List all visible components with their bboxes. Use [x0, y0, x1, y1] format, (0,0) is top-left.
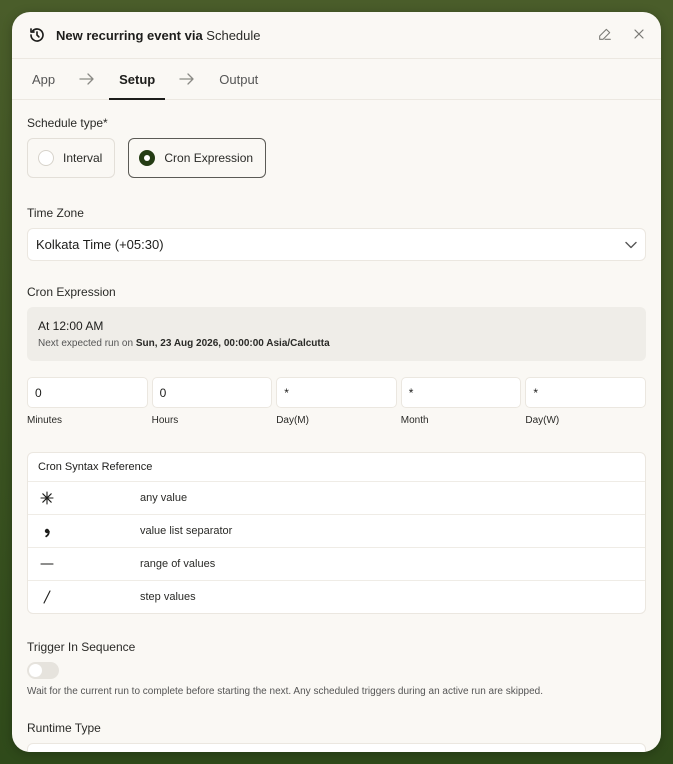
cron-field-month — [401, 377, 522, 426]
reference-row-text: value list separator — [140, 525, 233, 537]
radio-cron-label: Cron Expression — [164, 151, 254, 165]
clock-history-icon — [28, 26, 46, 44]
time-zone-label: Time Zone — [27, 206, 84, 220]
asterisk-icon — [40, 491, 54, 505]
reference-row-text: range of values — [140, 558, 216, 570]
hours-input[interactable]: 0 — [152, 377, 273, 408]
arrow-right-icon — [179, 59, 195, 99]
cron-fields — [27, 377, 646, 426]
setup-form — [12, 100, 661, 752]
trigger-sequence-toggle[interactable] — [27, 662, 59, 679]
time-zone-select[interactable] — [27, 228, 646, 261]
next-run-value: Sun, 23 Aug 2026, 00:00:00 Asia/Calcutta — [135, 338, 330, 349]
trigger-sequence-label: Trigger In Sequence — [27, 640, 136, 654]
step-app[interactable] — [30, 59, 57, 99]
cron-expression-label: Cron Expression — [27, 285, 116, 299]
minutes-caption: Minutes — [27, 415, 63, 426]
runtime-type-select[interactable] — [27, 743, 646, 752]
month-input[interactable]: * — [401, 377, 522, 408]
radio-interval-label: Interval — [63, 151, 103, 165]
cron-field-minutes — [27, 377, 148, 426]
comma-icon — [40, 524, 54, 538]
next-run-prefix: Next expected run on — [38, 338, 134, 349]
step-tabs — [12, 59, 661, 100]
day-of-week-caption: Day(W) — [525, 415, 560, 426]
reference-row — [28, 482, 645, 515]
reference-title: Cron Syntax Reference — [28, 453, 645, 482]
cron-summary — [27, 307, 646, 361]
chevron-down-icon — [625, 241, 637, 249]
slash-icon — [40, 590, 54, 604]
radio-interval[interactable] — [27, 138, 115, 178]
radio-indicator — [38, 150, 54, 166]
day-of-month-caption: Day(M) — [276, 415, 309, 426]
next-run-text — [38, 338, 635, 349]
step-output-label: Output — [219, 71, 259, 87]
reference-row — [28, 515, 645, 548]
runtime-type-label: Runtime Type — [27, 721, 101, 735]
cron-field-hours — [152, 377, 273, 426]
dialog-title-app: Schedule — [206, 27, 261, 43]
dialog-title — [56, 28, 261, 43]
cron-syntax-reference — [27, 452, 646, 614]
edit-pencil-icon[interactable] — [597, 26, 613, 42]
radio-cron-expression[interactable] — [128, 138, 266, 178]
time-zone-value: Kolkata Time (+05:30) — [36, 237, 164, 252]
radio-indicator-selected — [139, 150, 155, 166]
reference-row — [28, 581, 645, 613]
day-of-month-input[interactable]: * — [276, 377, 397, 408]
hours-caption: Hours — [151, 415, 179, 426]
reference-row-text: any value — [140, 492, 188, 504]
month-caption: Month — [400, 415, 429, 426]
dash-icon — [40, 557, 54, 571]
schedule-dialog — [12, 12, 661, 752]
cron-summary-text: At 12:00 AM — [38, 319, 104, 333]
cron-field-day-of-week — [525, 377, 646, 426]
cron-field-day-of-month — [276, 377, 397, 426]
close-icon[interactable] — [631, 26, 647, 42]
step-output[interactable] — [217, 59, 260, 99]
schedule-type-group — [27, 138, 646, 178]
trigger-sequence-hint: Wait for the current run to complete before starting the next. Any scheduled triggers during an active run are skipped. — [27, 686, 544, 697]
arrow-right-icon — [79, 59, 95, 99]
reference-row — [28, 548, 645, 581]
minutes-input[interactable]: 0 — [27, 377, 148, 408]
reference-row-text: step values — [140, 591, 196, 603]
step-setup[interactable] — [117, 59, 157, 99]
dialog-title-text: New recurring event via — [56, 27, 203, 43]
schedule-type-label: Schedule type* — [27, 116, 108, 130]
dialog-header — [12, 12, 661, 59]
day-of-week-input[interactable]: * — [525, 377, 646, 408]
step-app-label: App — [32, 71, 56, 87]
step-setup-label: Setup — [119, 71, 156, 87]
